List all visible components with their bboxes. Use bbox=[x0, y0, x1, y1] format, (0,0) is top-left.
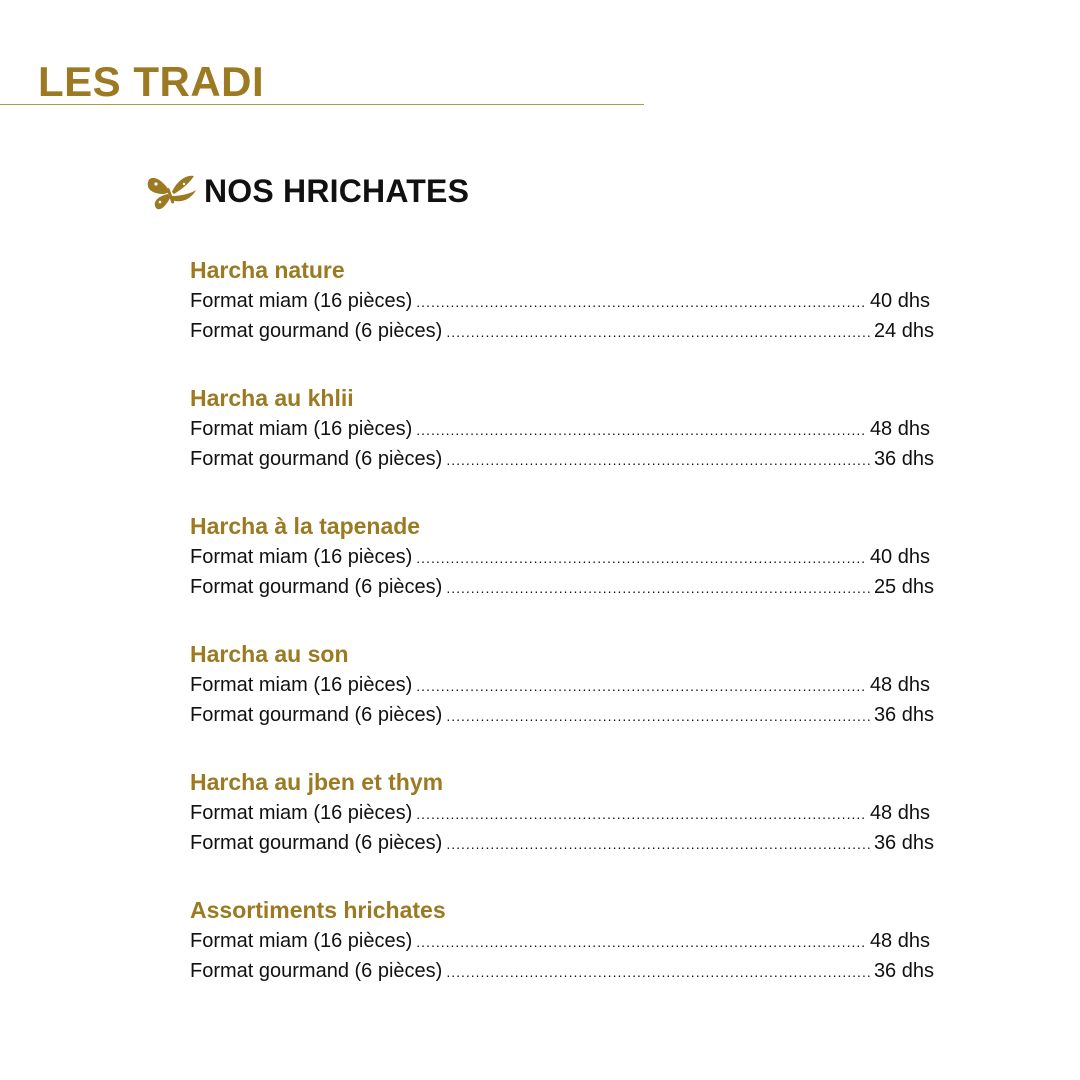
price: 24 dhs bbox=[873, 320, 934, 342]
price: 25 dhs bbox=[873, 576, 934, 598]
format-label: Format miam (16 pièces) bbox=[190, 674, 413, 696]
dot-leader bbox=[446, 445, 870, 475]
menu-item-harcha-au-son bbox=[190, 638, 950, 730]
price: 48 dhs bbox=[869, 674, 930, 696]
dot-leader bbox=[446, 573, 870, 603]
menu-item-harcha-jben-thym bbox=[190, 766, 950, 858]
format-label: Format gourmand (6 pièces) bbox=[190, 704, 443, 726]
price-row bbox=[190, 828, 934, 858]
price-row bbox=[190, 670, 930, 700]
format-label: Format miam (16 pièces) bbox=[190, 546, 413, 568]
dot-leader bbox=[446, 957, 870, 987]
price: 48 dhs bbox=[869, 930, 930, 952]
price: 40 dhs bbox=[869, 290, 930, 312]
price: 36 dhs bbox=[873, 960, 934, 982]
price: 48 dhs bbox=[869, 418, 930, 440]
price-row bbox=[190, 798, 930, 828]
price-row bbox=[190, 956, 934, 986]
dot-leader bbox=[416, 287, 866, 317]
format-label: Format gourmand (6 pièces) bbox=[190, 320, 443, 342]
section-heading bbox=[146, 168, 469, 214]
format-label: Format gourmand (6 pièces) bbox=[190, 448, 443, 470]
format-label: Format miam (16 pièces) bbox=[190, 930, 413, 952]
price: 40 dhs bbox=[869, 546, 930, 568]
menu-item-harcha-tapenade bbox=[190, 510, 950, 602]
page-title: LES TRADI bbox=[38, 58, 265, 105]
menu-item-name: Harcha nature bbox=[190, 257, 345, 283]
format-label: Format gourmand (6 pièces) bbox=[190, 960, 443, 982]
dot-leader bbox=[416, 671, 866, 701]
menu-item-name: Assortiments hrichates bbox=[190, 897, 446, 923]
price: 36 dhs bbox=[873, 832, 934, 854]
section-title: NOS HRICHATES bbox=[204, 172, 470, 209]
price: 36 dhs bbox=[873, 448, 934, 470]
price-row bbox=[190, 286, 930, 316]
menu-item-name: Harcha au jben et thym bbox=[190, 769, 444, 795]
menu-item-harcha-au-khlii bbox=[190, 382, 950, 474]
format-label: Format gourmand (6 pièces) bbox=[190, 576, 443, 598]
title-divider bbox=[0, 104, 644, 105]
menu-item-name: Harcha à la tapenade bbox=[190, 513, 421, 539]
dot-leader bbox=[416, 543, 866, 573]
price-row bbox=[190, 542, 930, 572]
dot-leader bbox=[446, 829, 870, 859]
price-row bbox=[190, 444, 934, 474]
format-label: Format gourmand (6 pièces) bbox=[190, 832, 443, 854]
format-label: Format miam (16 pièces) bbox=[190, 802, 413, 824]
price-row bbox=[190, 414, 930, 444]
dot-leader bbox=[446, 701, 870, 731]
format-label: Format miam (16 pièces) bbox=[190, 290, 413, 312]
price: 48 dhs bbox=[869, 802, 930, 824]
format-label: Format miam (16 pièces) bbox=[190, 418, 413, 440]
menu-item-assortiments bbox=[190, 894, 950, 986]
menu-item-name: Harcha au son bbox=[190, 641, 349, 667]
price-row bbox=[190, 926, 930, 956]
dot-leader bbox=[416, 415, 866, 445]
price: 36 dhs bbox=[873, 704, 934, 726]
price-row bbox=[190, 572, 934, 602]
menu-list bbox=[190, 254, 950, 1022]
price-row bbox=[190, 700, 934, 730]
dot-leader bbox=[416, 799, 866, 829]
menu-item-harcha-nature bbox=[190, 254, 950, 346]
butterfly-icon bbox=[146, 168, 198, 214]
price-row bbox=[190, 316, 934, 346]
dot-leader bbox=[416, 927, 866, 957]
dot-leader bbox=[446, 317, 870, 347]
menu-item-name: Harcha au khlii bbox=[190, 385, 354, 411]
